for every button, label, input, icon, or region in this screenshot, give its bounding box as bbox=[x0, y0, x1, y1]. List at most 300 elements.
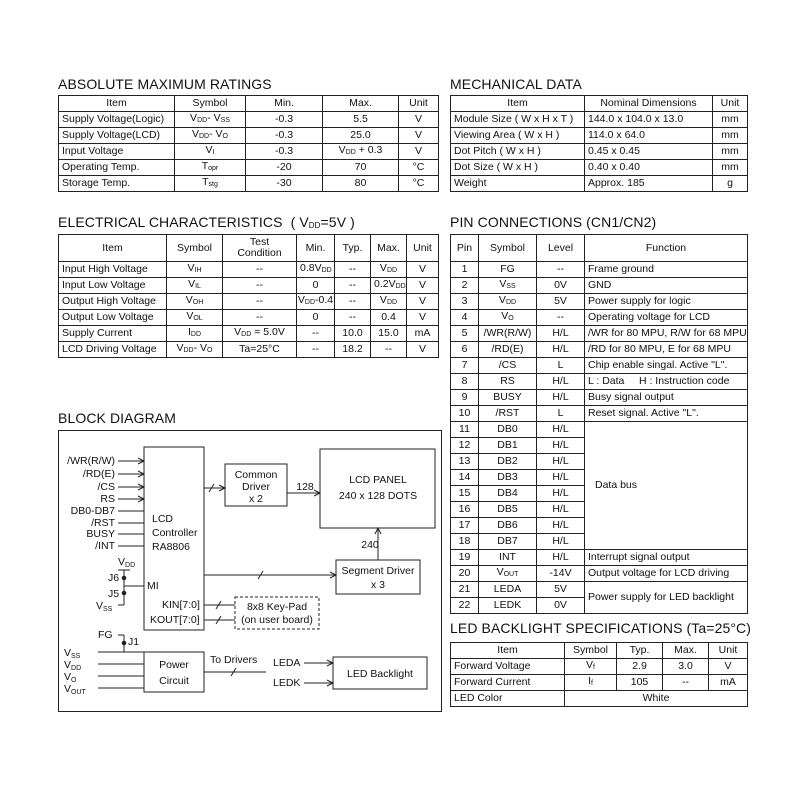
controller-label: RA8806 bbox=[152, 541, 190, 553]
cell-symbol: $I_f$ bbox=[565, 675, 617, 691]
cell-item: Forward Current bbox=[451, 675, 565, 691]
cell-symbol: $T_{stg}$ bbox=[175, 176, 246, 192]
vo-sub-label: O bbox=[71, 677, 77, 684]
col-header: Level bbox=[537, 235, 585, 262]
block-diagram-title: BLOCK DIAGRAM bbox=[58, 410, 176, 426]
cell-min: 0 bbox=[297, 278, 335, 294]
cell-level: H/L bbox=[537, 534, 585, 550]
cell-dimension: 114.0 x 64.0 bbox=[585, 128, 713, 144]
table-row bbox=[59, 310, 439, 326]
cell-dimension: 0.45 x 0.45 bbox=[585, 144, 713, 160]
cell-level: H/L bbox=[537, 390, 585, 406]
col-header: Test Condition bbox=[223, 235, 297, 262]
cell-symbol: DB5 bbox=[479, 502, 537, 518]
cell-level: H/L bbox=[537, 422, 585, 438]
table-row bbox=[59, 262, 439, 278]
cell-min: 0 bbox=[297, 310, 335, 326]
table-row bbox=[451, 160, 748, 176]
common-driver-label: Driver bbox=[242, 481, 270, 493]
col-header: Symbol bbox=[565, 643, 617, 659]
cell-unit: mm bbox=[713, 128, 748, 144]
table-row bbox=[451, 550, 748, 566]
cell-min: -20 bbox=[246, 160, 323, 176]
cell-function: /WR for 80 MPU, R/W for 68 MPU bbox=[585, 326, 748, 342]
abs-max-title: ABSOLUTE MAXIMUM RATINGS bbox=[58, 76, 272, 92]
cell-unit: V bbox=[407, 262, 439, 278]
cell-pin: 4 bbox=[451, 310, 479, 326]
col-header: Typ. bbox=[617, 643, 663, 659]
led-title: LED BACKLIGHT SPECIFICATIONS (Ta=25°C) bbox=[450, 620, 752, 636]
cell-symbol: $V_{OL}$ bbox=[167, 310, 223, 326]
signal-lines bbox=[118, 458, 144, 546]
table-row bbox=[451, 342, 748, 358]
cell-symbol: $V_{DD}-$ $V_{SS}$ bbox=[175, 112, 246, 128]
cell-symbol: /RD(E) bbox=[479, 342, 537, 358]
signal-label: /RST bbox=[91, 517, 115, 529]
cell-function: Reset signal. Active "L". bbox=[585, 406, 748, 422]
cell-item: Input Voltage bbox=[59, 144, 175, 160]
cell-min: -0.3 bbox=[246, 112, 323, 128]
lcd-panel-block bbox=[320, 449, 435, 528]
cell-symbol: DB6 bbox=[479, 518, 537, 534]
block-diagram bbox=[58, 430, 442, 712]
led-backlight-label: LED Backlight bbox=[347, 668, 413, 680]
cell-level: 5V bbox=[537, 294, 585, 310]
col-header: Unit bbox=[407, 235, 439, 262]
vo-label: V bbox=[64, 671, 72, 683]
cell-unit: mA bbox=[407, 326, 439, 342]
cell-pin: 18 bbox=[451, 534, 479, 550]
table-row bbox=[451, 390, 748, 406]
cell-symbol: $V_I$ bbox=[175, 144, 246, 160]
cell-pin: 9 bbox=[451, 390, 479, 406]
cell-function: Busy signal output bbox=[585, 390, 748, 406]
cell-item: Weight bbox=[451, 176, 585, 192]
table-row bbox=[59, 326, 439, 342]
vdd-sub-label: DD bbox=[125, 562, 136, 569]
vdd-sub-label: DD bbox=[71, 665, 82, 672]
cell-unit: V bbox=[399, 128, 439, 144]
cell-symbol: $V_{DD}-$ $V_O$ bbox=[167, 342, 223, 358]
signal-label: /INT bbox=[95, 540, 115, 552]
cell-item: Module Size ( W x H x T ) bbox=[451, 112, 585, 128]
cell-max: $0.2V_{DD}$ bbox=[371, 278, 407, 294]
table-row bbox=[451, 144, 748, 160]
pins-table bbox=[450, 234, 748, 614]
col-header: Item bbox=[59, 235, 167, 262]
table-row bbox=[451, 422, 748, 438]
cell-typ: -- bbox=[335, 294, 371, 310]
cell-pin: 15 bbox=[451, 486, 479, 502]
cell-item: LED Color bbox=[451, 691, 565, 707]
cell-level: 0V bbox=[537, 278, 585, 294]
cell-pin: 2 bbox=[451, 278, 479, 294]
cell-min: -- bbox=[297, 326, 335, 342]
table-row bbox=[451, 262, 748, 278]
table-row bbox=[451, 294, 748, 310]
cell-symbol: $V_O$ bbox=[479, 310, 537, 326]
cell-item: Dot Pitch ( W x H ) bbox=[451, 144, 585, 160]
cell-pin: 3 bbox=[451, 294, 479, 310]
cell-typ: 10.0 bbox=[335, 326, 371, 342]
j5-label: J5 bbox=[108, 588, 120, 600]
cell-level: H/L bbox=[537, 454, 585, 470]
col-header: Typ. bbox=[335, 235, 371, 262]
cell-typ: 18.2 bbox=[335, 342, 371, 358]
electrical-title: ELECTRICAL CHARACTERISTICS ( $V_{DD}=5V$ ) bbox=[58, 214, 355, 230]
cell-symbol: FG bbox=[479, 262, 537, 278]
cell-function: L : Data H : Instruction code bbox=[585, 374, 748, 390]
cell-max: 3.0 bbox=[663, 659, 709, 675]
cell-dimension: Approx. 185 bbox=[585, 176, 713, 192]
cell-level: 0V bbox=[537, 598, 585, 614]
vdd-label: V bbox=[64, 659, 72, 671]
power-circuit-label: Circuit bbox=[159, 675, 189, 687]
segment-driver-label: x 3 bbox=[370, 579, 386, 591]
svg-text:VDD bbox=[118, 556, 135, 569]
cell-condition: -- bbox=[223, 294, 297, 310]
cell-min: -30 bbox=[246, 176, 323, 192]
cell-pin: 21 bbox=[451, 582, 479, 598]
to-drivers-label: To Drivers bbox=[210, 654, 258, 666]
cell-unit: mm bbox=[713, 160, 748, 176]
col-header: Symbol bbox=[479, 235, 537, 262]
table-row bbox=[59, 342, 439, 358]
cell-min: -0.3 bbox=[246, 128, 323, 144]
table-row bbox=[59, 144, 439, 160]
svg-text:VOUT bbox=[64, 683, 87, 696]
col-header: Unit bbox=[713, 96, 748, 112]
cell-unit: V bbox=[407, 310, 439, 326]
vss-sub-label: SS bbox=[103, 606, 113, 613]
cell-typ: 105 bbox=[617, 675, 663, 691]
table-header-row bbox=[451, 235, 748, 262]
kout-label: KOUT[7:0] bbox=[150, 614, 200, 626]
cell-function: Output voltage for LCD driving bbox=[585, 566, 748, 582]
table-row bbox=[59, 160, 439, 176]
cell-pin: 19 bbox=[451, 550, 479, 566]
table-row bbox=[59, 278, 439, 294]
table-row bbox=[451, 374, 748, 390]
cell-unit: V bbox=[399, 144, 439, 160]
cell-item: Viewing Area ( W x H ) bbox=[451, 128, 585, 144]
col-header: Pin bbox=[451, 235, 479, 262]
cell-condition: -- bbox=[223, 278, 297, 294]
cell-pin: 6 bbox=[451, 342, 479, 358]
cell-symbol: $V_{DD}$ bbox=[479, 294, 537, 310]
table-row bbox=[59, 176, 439, 192]
cell-pin: 10 bbox=[451, 406, 479, 422]
vss-label: V bbox=[96, 600, 104, 612]
cell-function: GND bbox=[585, 278, 748, 294]
vout-sub-label: OUT bbox=[71, 689, 86, 696]
mechanical-table bbox=[450, 95, 748, 192]
cell-max: 15.0 bbox=[371, 326, 407, 342]
col-header: Max. bbox=[371, 235, 407, 262]
power-circuit-label: Power bbox=[159, 659, 189, 671]
cell-level: -14V bbox=[537, 566, 585, 582]
cell-symbol: $V_{OUT}$ bbox=[479, 566, 537, 582]
col-header: Max. bbox=[663, 643, 709, 659]
cell-max: $V_{DD} + 0.3$ bbox=[323, 144, 399, 160]
cell-pin: 12 bbox=[451, 438, 479, 454]
cell-item: Supply Voltage(Logic) bbox=[59, 112, 175, 128]
cell-item: Input High Voltage bbox=[59, 262, 167, 278]
cell-function: Chip enable singal. Active "L". bbox=[585, 358, 748, 374]
cell-symbol: $V_f$ bbox=[565, 659, 617, 675]
cell-typ: 2.9 bbox=[617, 659, 663, 675]
cell-symbol: /CS bbox=[479, 358, 537, 374]
mi-label: MI bbox=[147, 580, 159, 592]
led-table bbox=[450, 642, 748, 707]
controller-label: Controller bbox=[152, 527, 198, 539]
col-header: Function bbox=[585, 235, 748, 262]
mechanical-title: MECHANICAL DATA bbox=[450, 76, 582, 92]
table-header-row bbox=[451, 643, 748, 659]
cell-max: $V_{DD}$ bbox=[371, 294, 407, 310]
cell-item: Output Low Voltage bbox=[59, 310, 167, 326]
cell-item: Supply Current bbox=[59, 326, 167, 342]
cell-symbol: $V_{DD}-$ $V_O$ bbox=[175, 128, 246, 144]
cell-unit: mm bbox=[713, 144, 748, 160]
cell-min: -- bbox=[297, 342, 335, 358]
cell-symbol: RS bbox=[479, 374, 537, 390]
cell-unit: V bbox=[399, 112, 439, 128]
cell-max: -- bbox=[371, 342, 407, 358]
cell-unit: g bbox=[713, 176, 748, 192]
cell-condition: -- bbox=[223, 310, 297, 326]
cell-item: Forward Voltage bbox=[451, 659, 565, 675]
cell-symbol: DB7 bbox=[479, 534, 537, 550]
cell-level: -- bbox=[537, 310, 585, 326]
cell-symbol: DB1 bbox=[479, 438, 537, 454]
cell-pin: 16 bbox=[451, 502, 479, 518]
common-driver-label: x 2 bbox=[248, 493, 264, 505]
col-header: Min. bbox=[246, 96, 323, 112]
cell-min: -0.3 bbox=[246, 144, 323, 160]
cell-level: L bbox=[537, 358, 585, 374]
table-row bbox=[451, 326, 748, 342]
bus-240-label: 240 bbox=[361, 539, 379, 551]
vss-label: V bbox=[64, 647, 72, 659]
cell-function: Power supply for LED backlight bbox=[585, 582, 748, 614]
vout-label: V bbox=[64, 683, 72, 695]
cell-max: $V_{DD}$ bbox=[371, 262, 407, 278]
table-row bbox=[451, 691, 748, 707]
cell-unit: mm bbox=[713, 112, 748, 128]
table-row bbox=[451, 128, 748, 144]
cell-symbol: $V_{SS}$ bbox=[479, 278, 537, 294]
cell-pin: 13 bbox=[451, 454, 479, 470]
cell-item: Storage Temp. bbox=[59, 176, 175, 192]
cell-level: H/L bbox=[537, 326, 585, 342]
lcd-panel-label: 240 x 128 DOTS bbox=[338, 490, 418, 502]
cell-typ: -- bbox=[335, 262, 371, 278]
cell-pin: 14 bbox=[451, 470, 479, 486]
cell-symbol: /WR(R/W) bbox=[479, 326, 537, 342]
cell-typ: -- bbox=[335, 310, 371, 326]
cell-pin: 11 bbox=[451, 422, 479, 438]
cell-unit: V bbox=[407, 342, 439, 358]
j1-label: J1 bbox=[128, 636, 140, 648]
table-header-row bbox=[59, 235, 439, 262]
table-row bbox=[451, 659, 748, 675]
cell-unit: V bbox=[407, 278, 439, 294]
cell-condition: $V_{DD} = 5.0V$ bbox=[223, 326, 297, 342]
signal-label: RS bbox=[100, 493, 115, 505]
table-row bbox=[451, 675, 748, 691]
cell-level: H/L bbox=[537, 502, 585, 518]
signal-label: BUSY bbox=[86, 528, 115, 540]
cell-function: /RD for 80 MPU, E for 68 MPU bbox=[585, 342, 748, 358]
kin-label: KIN[7:0] bbox=[162, 599, 200, 611]
leda-label: LEDA bbox=[273, 657, 301, 669]
cell-level: H/L bbox=[537, 374, 585, 390]
cell-symbol: LEDA bbox=[479, 582, 537, 598]
cell-condition: -- bbox=[223, 262, 297, 278]
col-header: Max. bbox=[323, 96, 399, 112]
cell-symbol: $T_{opr}$ bbox=[175, 160, 246, 176]
cell-level: H/L bbox=[537, 518, 585, 534]
cell-max: 5.5 bbox=[323, 112, 399, 128]
table-row bbox=[451, 310, 748, 326]
col-header: Unit bbox=[709, 643, 748, 659]
j6-label: J6 bbox=[108, 572, 120, 584]
signal-label: /CS bbox=[97, 481, 115, 493]
cell-item: Output High Voltage bbox=[59, 294, 167, 310]
table-header-row bbox=[59, 96, 439, 112]
cell-unit: V bbox=[407, 294, 439, 310]
cell-function-data-bus: Data bus bbox=[585, 422, 748, 550]
electrical-table bbox=[58, 234, 439, 358]
col-header: Symbol bbox=[167, 235, 223, 262]
cell-symbol: INT bbox=[479, 550, 537, 566]
cell-unit: °C bbox=[399, 176, 439, 192]
bus-128-label: 128 bbox=[296, 481, 314, 493]
col-header: Nominal Dimensions bbox=[585, 96, 713, 112]
fg-label: FG bbox=[98, 629, 113, 641]
segment-driver-label: Segment Driver bbox=[341, 565, 415, 577]
table-row bbox=[451, 566, 748, 582]
col-header: Unit bbox=[399, 96, 439, 112]
cell-symbol: $I_{DD}$ bbox=[167, 326, 223, 342]
cell-symbol: BUSY bbox=[479, 390, 537, 406]
table-row bbox=[451, 176, 748, 192]
cell-function: Power supply for logic bbox=[585, 294, 748, 310]
signal-labels bbox=[67, 455, 115, 552]
cell-dimension: 144.0 x 104.0 x 13.0 bbox=[585, 112, 713, 128]
vss-sub-label: SS bbox=[71, 653, 81, 660]
table-row bbox=[451, 278, 748, 294]
cell-pin: 17 bbox=[451, 518, 479, 534]
cell-max: 25.0 bbox=[323, 128, 399, 144]
col-header: Item bbox=[451, 96, 585, 112]
cell-symbol: /RST bbox=[479, 406, 537, 422]
common-driver-label: Common bbox=[234, 469, 278, 481]
col-header: Item bbox=[59, 96, 175, 112]
cell-dimension: 0.40 x 0.40 bbox=[585, 160, 713, 176]
signal-label: /RD(E) bbox=[82, 468, 115, 480]
table-header-row bbox=[451, 96, 748, 112]
table-row bbox=[59, 112, 439, 128]
cell-level: -- bbox=[537, 262, 585, 278]
cell-function: Frame ground bbox=[585, 262, 748, 278]
table-row bbox=[451, 406, 748, 422]
cell-pin: 20 bbox=[451, 566, 479, 582]
cell-typ: -- bbox=[335, 278, 371, 294]
cell-level: H/L bbox=[537, 486, 585, 502]
cell-pin: 1 bbox=[451, 262, 479, 278]
keypad-label: (on user board) bbox=[241, 614, 313, 626]
cell-level: H/L bbox=[537, 470, 585, 486]
ledk-label: LEDK bbox=[273, 677, 301, 689]
vdd-label: V bbox=[118, 556, 126, 568]
cell-function: Interrupt signal output bbox=[585, 550, 748, 566]
cell-function: Operating voltage for LCD bbox=[585, 310, 748, 326]
cell-min: $V_{DD}-0.4$ bbox=[297, 294, 335, 310]
cell-pin: 8 bbox=[451, 374, 479, 390]
signal-label: /WR(R/W) bbox=[67, 455, 115, 467]
cell-unit: V bbox=[709, 659, 748, 675]
col-header: Min. bbox=[297, 235, 335, 262]
col-header: Symbol bbox=[175, 96, 246, 112]
cell-symbol: $V_{IL}$ bbox=[167, 278, 223, 294]
table-row bbox=[451, 112, 748, 128]
table-row bbox=[451, 358, 748, 374]
cell-item: Dot Size ( W x H ) bbox=[451, 160, 585, 176]
cell-level: H/L bbox=[537, 438, 585, 454]
cell-level: 5V bbox=[537, 582, 585, 598]
table-row bbox=[59, 128, 439, 144]
cell-pin: 5 bbox=[451, 326, 479, 342]
cell-condition: Ta=25°C bbox=[223, 342, 297, 358]
cell-item: Supply Voltage(LCD) bbox=[59, 128, 175, 144]
table-row bbox=[59, 294, 439, 310]
cell-item: LCD Driving Voltage bbox=[59, 342, 167, 358]
cell-min: $0.8V_{DD}$ bbox=[297, 262, 335, 278]
cell-led-color: White bbox=[565, 691, 748, 707]
cell-item: Operating Temp. bbox=[59, 160, 175, 176]
cell-symbol: DB4 bbox=[479, 486, 537, 502]
lcd-panel-label: LCD PANEL bbox=[349, 474, 407, 486]
abs-max-table bbox=[58, 95, 439, 192]
svg-text:VSS bbox=[96, 600, 113, 613]
cell-level: H/L bbox=[537, 550, 585, 566]
cell-symbol: DB3 bbox=[479, 470, 537, 486]
cell-unit: °C bbox=[399, 160, 439, 176]
cell-max: 70 bbox=[323, 160, 399, 176]
cell-symbol: DB0 bbox=[479, 422, 537, 438]
cell-item: Input Low Voltage bbox=[59, 278, 167, 294]
controller-label: LCD bbox=[152, 513, 174, 525]
col-header: Item bbox=[451, 643, 565, 659]
cell-pin: 7 bbox=[451, 358, 479, 374]
cell-level: L bbox=[537, 406, 585, 422]
cell-max: 80 bbox=[323, 176, 399, 192]
cell-symbol: LEDK bbox=[479, 598, 537, 614]
keypad-label: 8x8 Key-Pad bbox=[246, 601, 308, 613]
cell-pin: 22 bbox=[451, 598, 479, 614]
cell-symbol: $V_{OH}$ bbox=[167, 294, 223, 310]
cell-level: H/L bbox=[537, 342, 585, 358]
cell-max: 0.4 bbox=[371, 310, 407, 326]
signal-label: DB0-DB7 bbox=[70, 505, 115, 517]
pins-title: PIN CONNECTIONS (CN1/CN2) bbox=[450, 214, 657, 230]
cell-symbol: DB2 bbox=[479, 454, 537, 470]
cell-unit: mA bbox=[709, 675, 748, 691]
cell-symbol: $V_{IH}$ bbox=[167, 262, 223, 278]
cell-max: -- bbox=[663, 675, 709, 691]
